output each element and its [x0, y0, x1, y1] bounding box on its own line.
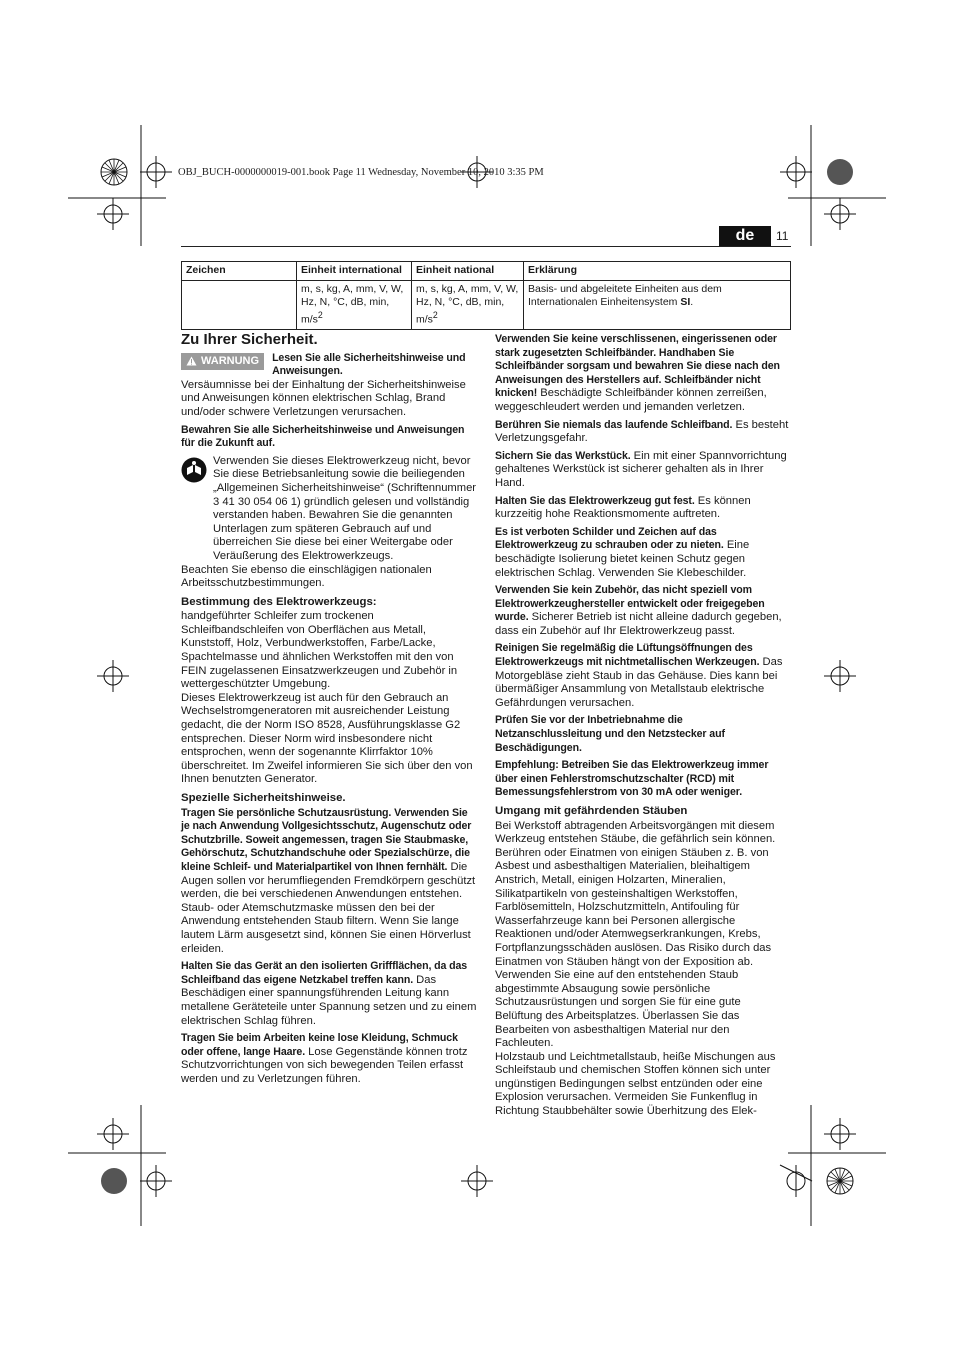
dust-heading: Umgang mit gefährdenden Stäuben [495, 805, 688, 817]
signs-paragraph: Es ist verboten Schilder und Zeichen auf das Elektrowerkzeug zu schrauben oder zu nieten. Eine beschädigte Isolierung bietet keinen Schutz gegen elektrischen Schlag. Verwenden Sie Klebeschilder. [495, 525, 750, 579]
dust-text: Bei Werkstoff abtragenden Arbeitsvorgängen mit diesem Werkzeug entstehen Stäube, die gefährlich sein können. Berühren oder Einatmen von einigen Stäuben z. B. von Asbest und asbesthaltigen Materialien, bleihaltigem Anstrich, Metall, einigen Holzarten, Mineralien, Silikatpartikeln von gesteinshaltigen Werkstoffen, Farblösemitteln, Holzschutzmitteln, Antifouling für Wasserfahrzeuge kann bei Personen allergische Reaktionen und/oder Atemwegserkrankungen, Krebs, Fortpflanzungsschäden auslösen. Das Risiko durch das Einatmen von Stäuben hängt von der Exposition ab. Verwenden Sie eine auf den entstehenden Staub abgestimmte Absaugung sowie persönliche Schutzausrüstungen und sorgen Sie für eine gute Belüftung des Arbeitsplatzes. Überlassen Sie das Bearbeiten von asbesthaltigen Material nur den Fachleuten. [495, 819, 776, 1050]
read-manual-block [181, 455, 477, 564]
purpose-text: handgeführter Schleifer zum trockenen Schleifbandschleifen von Oberflächen aus Metall, Kunststoff, Holz, Verbundwerkstoffen, Farbe/Lacke, Spachtelmasse und ähnlichen Werkstoffen mit den von FEIN zugelassenen Einsatzwerkzeugen und Zubehör in wettergeschützter Umgebung. [181, 610, 458, 691]
table-header-cell: Einheit international [297, 262, 412, 281]
table-row [182, 281, 791, 330]
belts-paragraph: Verwenden Sie keine verschlissenen, eingerissenen oder stark zugesetzten Schleifbänder. Handhaben Sie Schleifbänder sorgsam und bewahren Sie diese nach den Anweisungen des Herstellers auf. Schleifbänder nicht knicken! Beschädigte Schleifbänder können zerreißen, weggeschleudert werden und jemanden verletzen. [495, 333, 780, 413]
table-header-row [182, 262, 791, 281]
gray-dot-top-right [827, 159, 853, 185]
national-regulations-text: Beachten Sie ebenso die einschlägigen nationalen Arbeitsschutzbestimmungen. [181, 563, 432, 590]
secure-paragraph: Sichern Sie das Werkstück. Ein mit einer Spannvorrichtung gehaltenes Werkstück ist sicherer gehalten als in Ihrer Hand. [495, 449, 787, 489]
left-column [181, 333, 477, 1090]
right-column [495, 333, 791, 1123]
warning-text: Versäumnisse bei der Einhaltung der Sicherheitshinweise und Anweisungen können elektrischen Schlag, Brand und/oder schwere Verletzungen verursachen. [181, 378, 466, 418]
crosshair-bottom-right [780, 1165, 812, 1197]
header-rule [181, 246, 791, 247]
section-title: Zu Ihrer Sicherheit. [181, 331, 318, 348]
crosshair-mid-left [97, 660, 129, 692]
table-cell-erklaerung: Basis- und abgeleitete Einheiten aus dem Internationalen Einheitensystem SI. [524, 281, 791, 330]
table-cell-international: m, s, kg, A, mm, V, W, Hz, N, °C, dB, min, $m/s^2$ [297, 281, 412, 330]
generator-text: Dieses Elektrowerkzeug ist auch für den Gebrauch an Wechselstromgeneratoren mit ausreichender Leistung gedacht, die der Norm ISO 8528, Ausführungsklasse G2 entsprechen. Dieser Norm wird insbesondere nicht entsprochen, wenn der sogenannte Klirrfaktor 10% überschreitet. Im Zweifel informieren Sie sich über den von Ihnen benutzten Generator. [181, 691, 473, 786]
keep-instructions: Bewahren Sie alle Sicherheitshinweise und Anweisungen für die Zukunft auf. [181, 423, 465, 450]
crosshair-top-left [140, 156, 172, 188]
starburst-bottom-right [827, 1168, 853, 1194]
grip-paragraph: Halten Sie das Gerät an den isolierten Griffflächen, da das Schleifband das eigene Netzkabel treffen kann. Das Beschädigen einer spannungsführenden Leitung kann metallene Geräteteile unter Spannung setzen und zu einem elektrischen Schlag führen. [181, 960, 477, 1027]
language-tab: de [719, 226, 771, 246]
table-header-cell: Einheit national [412, 262, 524, 281]
table-header-cell: Erklärung [524, 262, 791, 281]
hold-paragraph: Halten Sie das Elektrowerkzeug gut fest. Es können kurzzeitig hohe Reaktionsmomente auftreten. [495, 494, 751, 521]
warning-heading: Lesen Sie alle Sicherheitshinweise und Anweisungen. [272, 351, 466, 378]
print-header: OBJ_BUCH-0000000019-001.book Page 11 Wednesday, November 10, 2010 3:35 PM [178, 167, 544, 178]
table-cell-zeichen [182, 281, 297, 330]
crosshair-top-right [780, 156, 812, 188]
crosshair-upper-right [824, 198, 856, 230]
starburst-top-left [101, 159, 127, 185]
rcd-paragraph: Empfehlung: Betreiben Sie das Elektrowerkzeug immer über einen Fehlerstromschutzschalter (RCD) mit Bemessungsfehlerstrom von 30 mA oder weniger. [495, 759, 769, 799]
ppe-paragraph: Tragen Sie persönliche Schutzausrüstung. Verwenden Sie je nach Anwendung Vollgesichtsschutz, Augenschutz oder Schutzbrille. Soweit angemessen, tragen Sie Staubmaske, Gehörschutz, Schutzhandschuhe oder Spezialschürze, die kleine Schleif- und Materialpartikel von Ihnen fernhält. Die Augen sollen vor herumfliegenden Fremdkörpern geschützt werden, die bei verschiedenen Anwendungen entstehen. Staub- oder Atemschutzmaske müssen den bei der Anwendung entstehenden Staub filtern. Wenn Sie lange lautem Lärm ausgesetzt sind, können Sie einen Hörverlust erleiden. [181, 806, 476, 955]
table-cell-national: m, s, kg, A, mm, V, W, Hz, N, °C, dB, min, $m/s^2$ [412, 281, 524, 330]
crosshair-bottom-left [140, 1165, 172, 1197]
purpose-heading: Bestimmung des Elektrowerkzeugs: [181, 595, 377, 608]
check-cable-paragraph: Prüfen Sie vor der Inbetriebnahme die Netzanschlussleitung und den Netzstecker auf Beschädigungen. [495, 714, 725, 754]
table-header-cell: Zeichen [182, 262, 297, 281]
page-number: 11 [776, 229, 789, 243]
accessories-paragraph: Verwenden Sie kein Zubehör, das nicht speziell vom Elektrowerkzeughersteller entwickelt oder freigegeben wurde. Sicherer Betrieb ist nicht alleine dadurch gegeben, dass ein Zubehör auf Ihr Elektrowerkzeug passt. [495, 584, 782, 637]
warning-block [181, 352, 477, 379]
crosshair-bottom-center [461, 1165, 493, 1197]
units-table [181, 261, 791, 330]
crosshair-lower-left [97, 1118, 129, 1150]
read-manual-text: Verwenden Sie dieses Elektrowerkzeug nicht, bevor Sie diese Betriebsanleitung sowie die beiliegenden „Allgemeinen Sicherheitshinweise“ (Schriftennummer 3 41 30 054 06 1) gründlich gelesen und vollständig verstanden haben. Bewahren Sie die genannten Unterlagen zum späteren Gebrauch auf und überreichen Sie diese bei einer Weitergabe oder Veräußerung des Elektrowerkzeugs. [213, 454, 477, 562]
crosshair-upper-left [97, 198, 129, 230]
warning-badge: WARNUNG [181, 353, 264, 371]
dust-text-2: Holzstaub und Leichtmetallstaub, heiße Mischungen aus Schleifstaub und chemischen Stoffen können sich unter ungünstigen Bedingungen selbst entzünden oder eine Explosion verursachen. Vermeiden Sie Funkenflug in Richtung Staubbehälter sowie Überhitzung des Elek- [495, 1050, 776, 1118]
clothing-paragraph: Tragen Sie beim Arbeiten keine lose Kleidung, Schmuck oder offene, lange Haare. Lose Gegenstände können trotz Schutzvorrichtungen von sich bewegenden Teilen erfasst werden und zu Verletzungen führen. [181, 1032, 468, 1085]
gray-dot-bottom-left [101, 1168, 127, 1194]
crosshair-mid-right [824, 660, 856, 692]
touch-paragraph: Berühren Sie niemals das laufende Schleifband. Es besteht Verletzungsgefahr. [495, 418, 789, 445]
ventilation-paragraph: Reinigen Sie regelmäßig die Lüftungsöffnungen des Elektrowerkzeugs mit nichtmetallischen Werkzeugen. Das Motorgebläse zieht Staub in das Gehäuse. Dies kann bei übermäßiger Ansammlung von Metallstaub elektrische Gefährdungen verursachen. [495, 642, 783, 709]
crosshair-lower-right [824, 1118, 856, 1150]
read-manual-icon [181, 457, 207, 483]
warning-triangle-icon [186, 356, 197, 366]
special-safety-heading: Spezielle Sicherheitshinweise. [181, 792, 346, 804]
